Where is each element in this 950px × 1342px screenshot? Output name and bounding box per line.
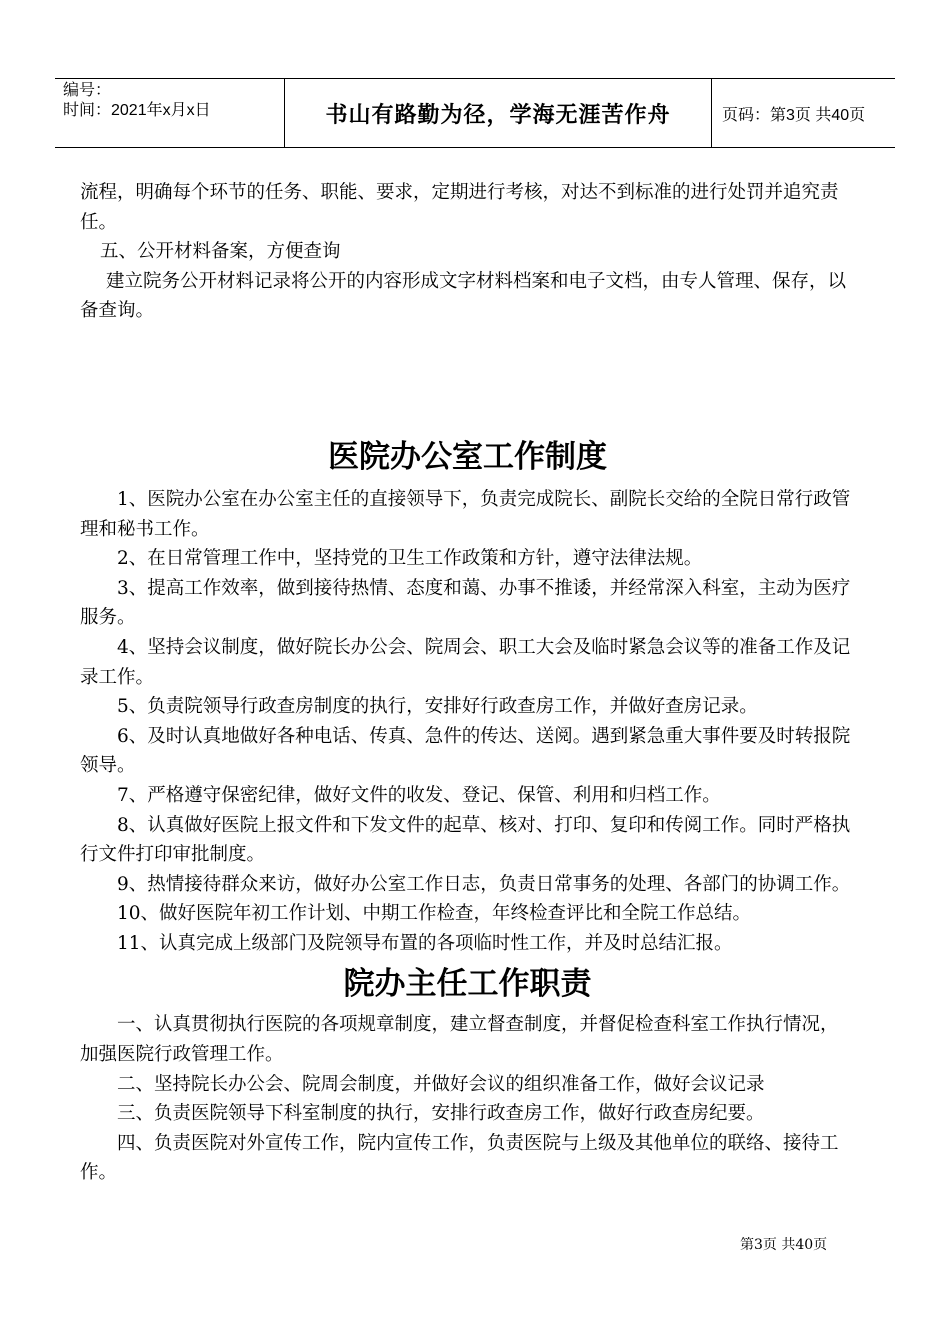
- document-time-label: 时间：2021年x月x日: [63, 102, 211, 119]
- list-item: 4、坚持会议制度，做好院长办公会、院周会、职工大会及临时紧急会议等的准备工作及记录工作。: [80, 636, 851, 688]
- section-title: 医院办公室工作制度: [328, 438, 607, 475]
- list-item: 10、做好医院年初工作计划、中期工作检查，年终检查评比和全院工作总结。: [117, 903, 752, 925]
- list-item: 一、认真贯彻执行医院的各项规章制度，建立督查制度，并督促检查科室工作执行情况，加强医院行政管理工作。: [80, 1014, 839, 1066]
- document-header: [55, 78, 895, 148]
- list-item: 11、认真完成上级部门及院领导布置的各项临时性工作，并及时总结汇报。: [117, 932, 733, 954]
- list-item: 2、在日常管理工作中，坚持党的卫生工作政策和方针，遵守法律法规。: [117, 548, 703, 570]
- list-item: 3、提高工作效率，做到接待热情、态度和蔼、办事不推诿，并经常深入科室，主动为医疗服务。: [80, 577, 851, 629]
- paragraph: 建立院务公开材料记录将公开的内容形成文字材料档案和电子文档，由专人管理、保存，以备查询。: [80, 270, 847, 322]
- document-number-label: 编号：: [63, 82, 112, 99]
- list-item: 1、医院办公室在办公室主任的直接领导下，负责完成院长、副院长交给的全院日常行政管理和秘书工作。: [80, 488, 851, 540]
- list-item: 7、严格遵守保密纪律，做好文件的收发、登记、保管、利用和归档工作。: [117, 784, 721, 806]
- list-item: 二、坚持院长办公会、院周会制度，并做好会议的组织准备工作，做好会议记录: [117, 1073, 765, 1095]
- paragraph: 流程，明确每个环节的任务、职能、要求，定期进行考核，对达不到标准的进行处罚并追究责任。: [80, 182, 839, 233]
- list-item: 6、及时认真地做好各种电话、传真、急件的传达、送阅。遇到紧急重大事件要及时转报院领导。: [80, 725, 851, 777]
- header-meta: [55, 79, 285, 147]
- document-body: [80, 178, 855, 1188]
- list-item: 8、认真做好医院上报文件和下发文件的起草、核对、打印、复印和传阅工作。同时严格执行文件打印审批制度。: [80, 814, 851, 866]
- list-item: 9、热情接待群众来访，做好办公室工作日志，负责日常事务的处理、各部门的协调工作。: [117, 873, 851, 895]
- list-item: 三、负责医院领导下科室制度的执行，安排行政查房工作，做好行政查房纪要。: [117, 1103, 765, 1125]
- page-footer: 第3页 共40页: [740, 1237, 828, 1253]
- spacer: [80, 326, 855, 437]
- header-motto: 书山有路勤为径，学海无涯苦作舟: [285, 79, 712, 147]
- section-title: 院办主任工作职责: [343, 966, 592, 1003]
- list-item: 四、负责医院对外宣传工作，院内宣传工作，负责医院与上级及其他单位的联络、接待工作。: [80, 1132, 839, 1184]
- list-item: 5、负责院领导行政查房制度的执行，安排好行政查房工作，并做好查房记录。: [117, 696, 758, 718]
- header-page-number: 页码：第3页 共40页: [722, 106, 866, 124]
- paragraph: 五、公开材料备案，方便查询: [100, 241, 341, 263]
